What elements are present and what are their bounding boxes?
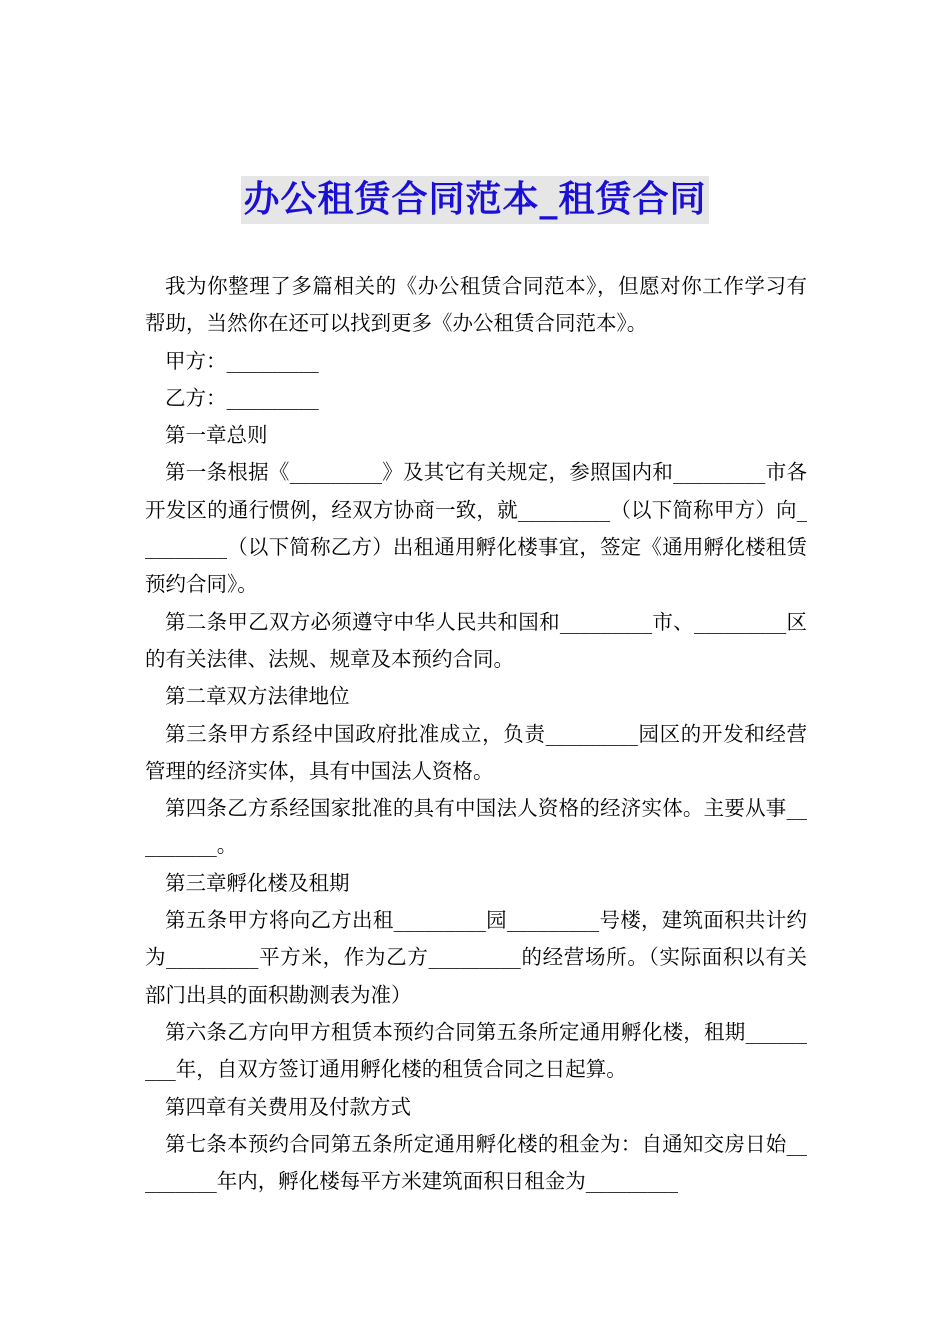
- chapter-heading: 第一章总则: [165, 423, 268, 448]
- article-paragraph: 第七条本预约合同第五条所定通用孵化楼的租金为：自通知交房日始_________年内，孵化楼每平方米建筑面积日租金为_________: [145, 1131, 807, 1194]
- article-paragraph: 第二条甲乙双方必须遵守中华人民共和国和_________市、_________区的有关法律、法规、规章及本预约合同。: [145, 609, 807, 671]
- document-body: [145, 268, 807, 1200]
- party-b-line: 乙方：_________: [165, 385, 319, 410]
- article-paragraph: 第一条根据《_________》及其它有关规定，参照国内和_________市各开发区的通行惯例，经双方协商一致，就_________（以下简称甲方）向_________（以下简称乙方）出租通用孵化楼事宜，签定《通用孵化楼租赁预约合同》。: [145, 460, 807, 597]
- article-paragraph: 第四条乙方系经国家批准的具有中国法人资格的经济实体。主要从事_________。: [145, 796, 807, 858]
- chapter-heading: 第四章有关费用及付款方式: [165, 1094, 411, 1119]
- document-title: 办公租赁合同范本_租赁合同: [241, 176, 708, 224]
- article-paragraph: 第三条甲方系经中国政府批准成立，负责_________园区的开发和经营管理的经济实体，具有中国法人资格。: [145, 721, 807, 783]
- party-a-line: 甲方：_________: [165, 348, 319, 373]
- intro-paragraph: 我为你整理了多篇相关的《办公租赁合同范本》，但愿对你工作学习有帮助，当然你在还可以找到更多《办公租赁合同范本》。: [145, 274, 807, 336]
- chapter-heading: 第三章孵化楼及租期: [165, 870, 350, 895]
- chapter-heading: 第二章双方法律地位: [165, 684, 350, 709]
- article-paragraph: 第六条乙方向甲方租赁本预约合同第五条所定通用孵化楼，租期_________年，自双方签订通用孵化楼的租赁合同之日起算。: [145, 1019, 807, 1082]
- title-container: [0, 176, 950, 224]
- article-paragraph: 第五条甲方将向乙方出租_________园_________号楼，建筑面积共计约为_________平方米，作为乙方_________的经营场所。（实际面积以有关部门出具的面积勘测表为准）: [145, 908, 807, 1007]
